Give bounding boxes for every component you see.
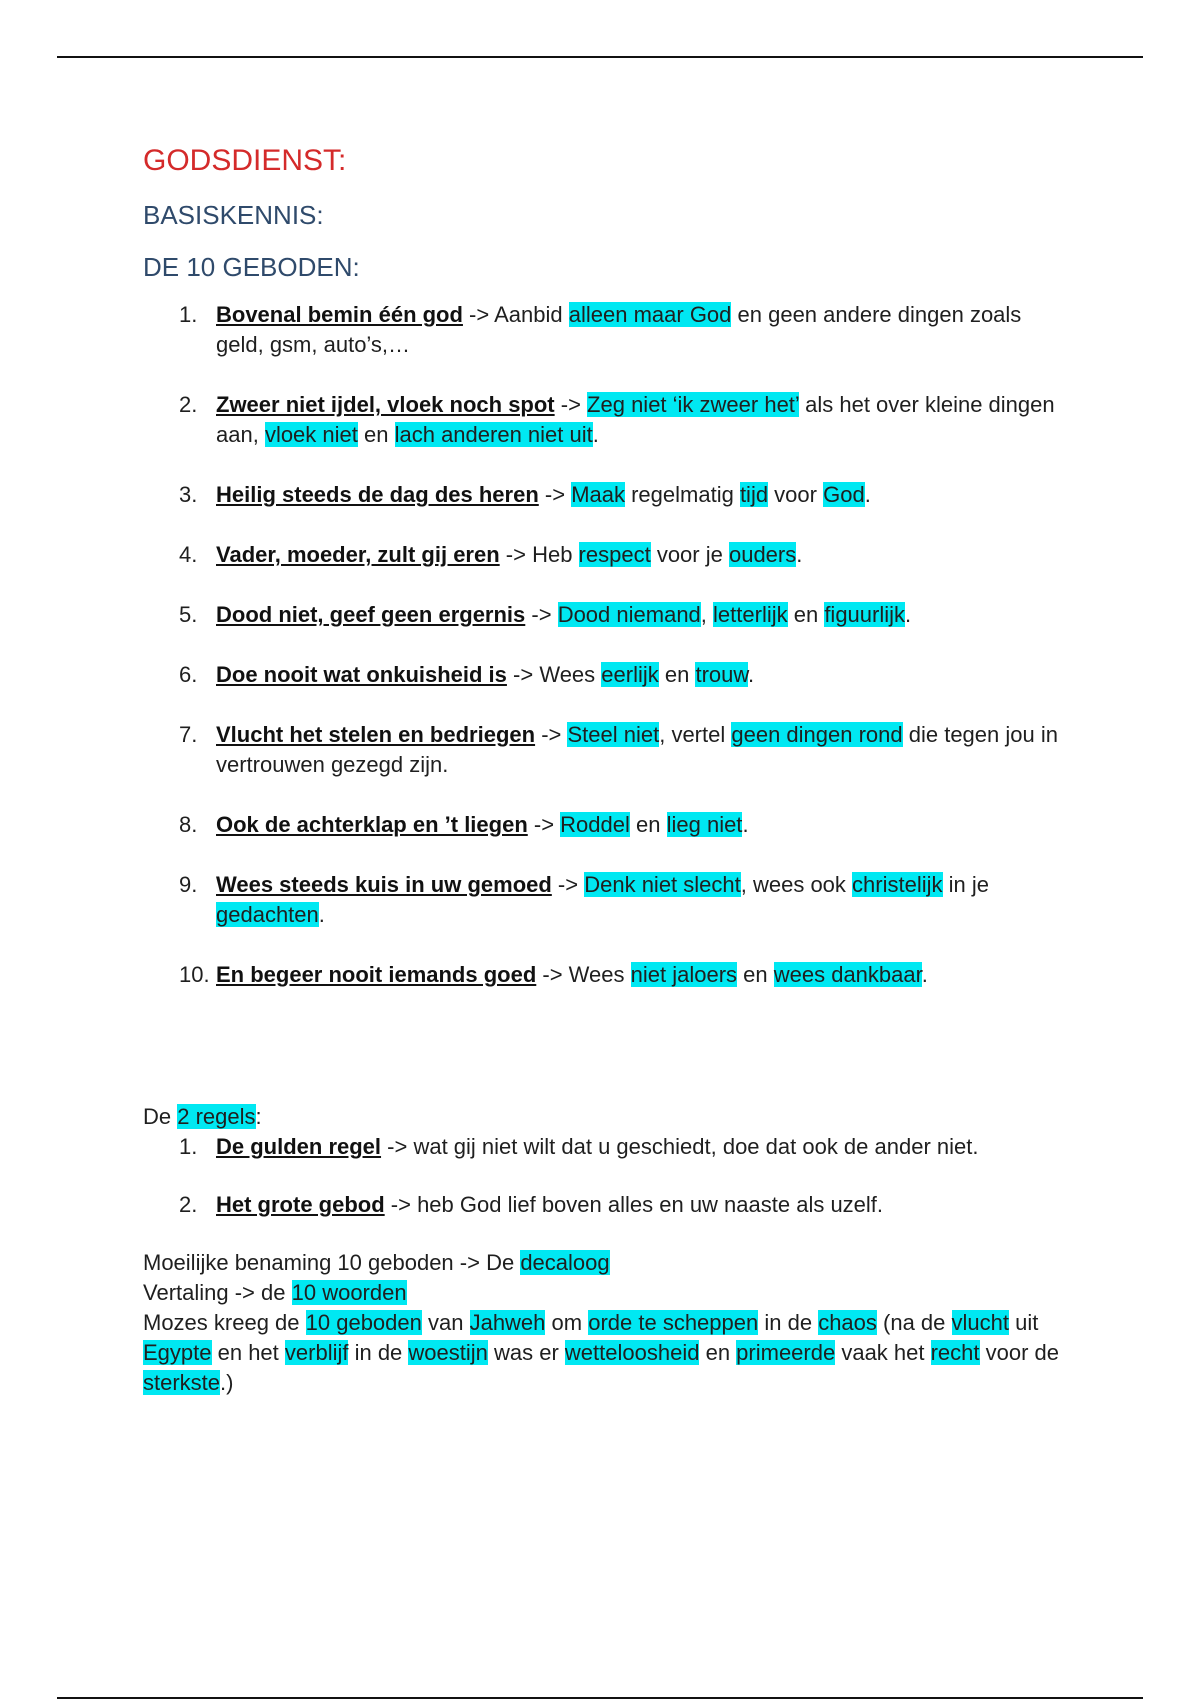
document-body bbox=[143, 140, 1073, 1398]
list-term: Het grote gebod bbox=[216, 1192, 385, 1217]
highlighted-text: primeerde bbox=[736, 1340, 836, 1365]
highlighted-text: verblijf bbox=[284, 1340, 349, 1365]
list-number: 9. bbox=[179, 872, 198, 897]
list-term: Heilig steeds de dag des heren bbox=[216, 482, 539, 507]
highlighted-text: figuurlijk bbox=[824, 602, 906, 627]
list-item: 6. Doe nooit wat onkuisheid is -> Wees eerlijk en trouw. bbox=[143, 660, 1073, 690]
list-item: 2. Het grote gebod -> heb God lief boven alles en uw naaste als uzelf. bbox=[143, 1190, 1073, 1220]
moses-paragraph: Mozes kreeg de 10 geboden van Jahweh om orde te scheppen in de chaos (na de vlucht uit Egypte en het verblijf in de woestijn was er wetteloosheid en primeerde vaak het recht voor de sterkste.) bbox=[143, 1310, 1060, 1395]
list-item: 8. Ook de achterklap en ’t liegen -> Roddel en lieg niet. bbox=[143, 810, 1073, 840]
list-term: Wees steeds kuis in uw gemoed bbox=[216, 872, 552, 897]
rules-heading: De 2 regels: bbox=[143, 1104, 262, 1129]
highlighted-text: tijd bbox=[739, 482, 769, 507]
list-number: 2. bbox=[179, 392, 198, 417]
commandments-list bbox=[143, 300, 1073, 990]
highlighted-text: trouw bbox=[695, 662, 749, 687]
highlighted-text: Steel niet bbox=[567, 722, 660, 747]
list-number: 7. bbox=[179, 722, 198, 747]
list-item: 1. Bovenal bemin één god -> Aanbid alleen maar God en geen andere dingen zoals geld, gsm, auto’s,… bbox=[179, 302, 1022, 357]
highlighted-text: Zeg niet ‘ik zweer het’ bbox=[587, 392, 799, 417]
list-number: 5. bbox=[179, 602, 198, 627]
list-number: 6. bbox=[179, 662, 198, 687]
bottom-rule bbox=[57, 1697, 1143, 1699]
highlighted-text: decaloog bbox=[520, 1250, 610, 1275]
highlighted-text: sterkste bbox=[143, 1370, 221, 1395]
rules-list bbox=[143, 1132, 1073, 1220]
list-term: De gulden regel bbox=[216, 1134, 382, 1159]
list-number: 4. bbox=[179, 542, 198, 567]
highlighted-text: 10 woorden bbox=[291, 1280, 407, 1305]
highlighted-text: wees dankbaar bbox=[773, 962, 922, 987]
highlighted-text: Egypte bbox=[143, 1340, 212, 1365]
highlighted-text: God bbox=[823, 482, 865, 507]
list-item: 10. En begeer nooit iemands goed -> Wees niet jaloers en wees dankbaar. bbox=[143, 960, 1073, 990]
highlighted-text: Maak bbox=[571, 482, 625, 507]
list-item: 1. De gulden regel -> wat gij niet wilt dat u geschiedt, doe dat ook de ander niet. bbox=[143, 1132, 1073, 1162]
list-number: 1. bbox=[179, 302, 198, 327]
list-number: 10. bbox=[179, 962, 210, 987]
list-term: Doe nooit wat onkuisheid is bbox=[216, 662, 507, 687]
highlighted-text: respect bbox=[578, 542, 651, 567]
highlighted-text: letterlijk bbox=[713, 602, 788, 627]
list-term: Dood niet, geef geen ergernis bbox=[216, 602, 526, 627]
highlighted-text: geen dingen rond bbox=[731, 722, 903, 747]
highlighted-text: vloek niet bbox=[264, 422, 358, 447]
highlighted-text: alleen maar God bbox=[568, 302, 732, 327]
subtitle-10-geboden: DE 10 GEBODEN: bbox=[143, 252, 360, 282]
highlighted-text: Denk niet slecht bbox=[584, 872, 741, 897]
list-number: 8. bbox=[179, 812, 198, 837]
highlighted-text: gedachten bbox=[216, 902, 319, 927]
highlighted-text: Dood niemand bbox=[557, 602, 701, 627]
list-item: 5. Dood niet, geef geen ergernis -> Dood niemand, letterlijk en figuurlijk. bbox=[143, 600, 1073, 630]
vertaling-line: Vertaling -> de 10 woorden bbox=[143, 1280, 407, 1305]
highlighted-text: wetteloosheid bbox=[564, 1340, 700, 1365]
decaloog-line: Moeilijke benaming 10 geboden -> De decaloog bbox=[143, 1250, 610, 1275]
list-term: En begeer nooit iemands goed bbox=[216, 962, 537, 987]
highlighted-text: 10 geboden bbox=[305, 1310, 422, 1335]
list-term: Bovenal bemin één god bbox=[216, 302, 463, 327]
highlighted-text: 2 regels bbox=[177, 1104, 256, 1129]
page-title: GODSDIENST: bbox=[143, 144, 347, 177]
highlighted-text: woestijn bbox=[408, 1340, 488, 1365]
highlighted-text: lieg niet bbox=[666, 812, 743, 837]
list-item: 4. Vader, moeder, zult gij eren -> Heb respect voor je ouders. bbox=[143, 540, 1073, 570]
spacer bbox=[143, 1020, 1073, 1102]
highlighted-text: niet jaloers bbox=[630, 962, 738, 987]
highlighted-text: vlucht bbox=[951, 1310, 1009, 1335]
list-item: 3. Heilig steeds de dag des heren -> Maak regelmatig tijd voor God. bbox=[143, 480, 1073, 510]
highlighted-text: chaos bbox=[818, 1310, 877, 1335]
highlighted-text: eerlijk bbox=[601, 662, 659, 687]
highlighted-text: orde te scheppen bbox=[588, 1310, 759, 1335]
highlighted-text: recht bbox=[930, 1340, 980, 1365]
highlighted-text: Roddel bbox=[560, 812, 630, 837]
list-number: 1. bbox=[179, 1134, 198, 1159]
highlighted-text: Jahweh bbox=[469, 1310, 546, 1335]
list-item: 7. Vlucht het stelen en bedriegen -> Steel niet, vertel geen dingen rond die tegen jou in vertrouwen gezegd zijn. bbox=[179, 722, 1058, 777]
highlighted-text: christelijk bbox=[852, 872, 943, 897]
list-term: Vlucht het stelen en bedriegen bbox=[216, 722, 536, 747]
highlighted-text: lach anderen niet uit bbox=[394, 422, 593, 447]
list-item: 9. Wees steeds kuis in uw gemoed -> Denk niet slecht, wees ook christelijk in je gedachten. bbox=[179, 872, 989, 927]
highlighted-text: ouders bbox=[728, 542, 797, 567]
list-term: Vader, moeder, zult gij eren bbox=[216, 542, 500, 567]
list-number: 3. bbox=[179, 482, 198, 507]
list-term: Zweer niet ijdel, vloek noch spot bbox=[216, 392, 555, 417]
top-rule bbox=[57, 56, 1143, 58]
list-term: Ook de achterklap en ’t liegen bbox=[216, 812, 528, 837]
list-item: 2. Zweer niet ijdel, vloek noch spot -> Zeg niet ‘ik zweer het’ als het over kleine dingen aan, vloek niet en lach anderen niet uit. bbox=[179, 392, 1055, 447]
subtitle-basiskennis: BASISKENNIS: bbox=[143, 200, 324, 230]
list-number: 2. bbox=[179, 1192, 198, 1217]
